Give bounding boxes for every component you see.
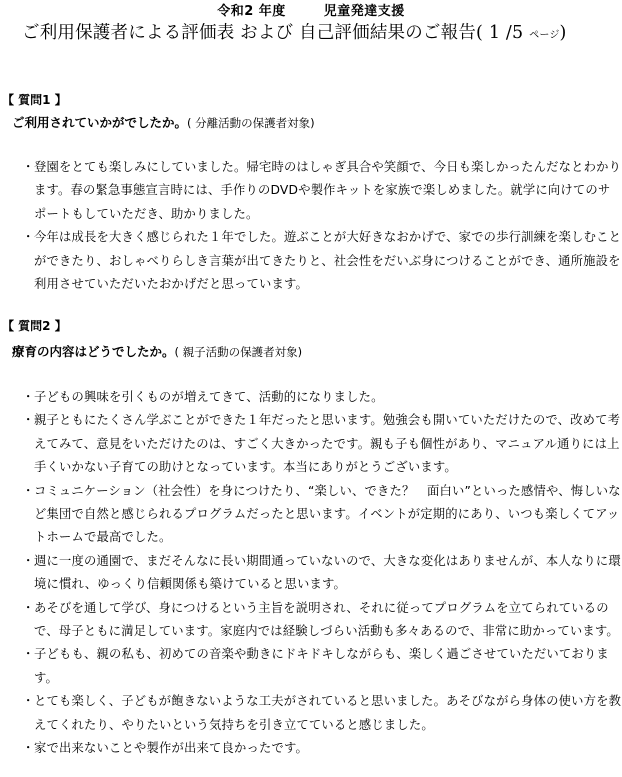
answer-text: 親子ともにたくさん学ぶことができた１年だったと思います。勉強会も開いていただけたので、改めて考えてみて、意見をいただけたのは、すごく大きかったです。親も子も個性があり、マニュアル通りには上手くいかない子育ての助けとなっています。本当にありがとうございます。 (34, 413, 621, 475)
page-indicator: ( 1 /5 (476, 23, 524, 43)
answer-text: あそびを通して学び、身につけるという主旨を説明され、それに従ってプログラムを立てられているので、母子ともに満足しています。家庭内では経験しづらい活動も多々あるので、非常に助かっています。 (34, 600, 619, 639)
list-item (22, 156, 622, 226)
bullet: ・ (22, 390, 35, 404)
list-item (22, 550, 622, 597)
answer-text: とても楽しく、子どもが飽きないような工夫がされていると思いました。あそびながら身体の使い方を教えてくれたり、やりたいという気持ちを引き立てていると感じました。 (34, 694, 622, 732)
service-name: 児童発達支援 (323, 4, 405, 19)
list-item (22, 643, 622, 690)
list-item (22, 480, 622, 550)
question-2-label: 【 質問2 】 (2, 319, 67, 333)
question-1-title (12, 114, 315, 132)
bullet: ・ (22, 741, 35, 756)
bullet: ・ (22, 553, 35, 568)
bullet: ・ (22, 694, 35, 709)
list-item (22, 737, 622, 760)
fiscal-year: 令和2 年度 (217, 4, 286, 19)
report-title (22, 20, 612, 49)
answer-text: 今年は成長を大きく感じられた１年でした。遊ぶことが大好きなおかげで、家での歩行訓練を楽しむことができたり、おしゃべりらしき言葉が出てきたりと、社会性をだいぶ身につけることができ、通所施設を利用させていただいたおかげだと思っています。 (34, 230, 622, 292)
bullet: ・ (22, 483, 35, 498)
question-1-label: 【 質問1 】 (2, 93, 67, 107)
answer-text: 子どもの興味を引くものが増えてきて、活動的になりました。 (34, 390, 384, 404)
bullet: ・ (22, 160, 35, 174)
question-2-answers (22, 386, 622, 761)
list-item (22, 386, 622, 409)
answer-text: 週に一度の通園で、まだそんなに長い期間通っていないので、大きな変化はありませんが、本人なりに環境に慣れ、ゆっくり信頼関係も築けていると思います。 (34, 553, 621, 592)
bullet: ・ (22, 413, 35, 428)
question-2-title (12, 343, 302, 361)
answer-text: 登園をとても楽しみにしていました。帰宅時のはしゃぎ具合や笑顔で、今日も楽しかったんだなとわかります。春の緊急事態宣言時には、手作りのDVDや製作キットを家族で楽しめました。就学に向けてのサポートもしていただき、助かりました。 (34, 160, 622, 221)
list-item (22, 226, 622, 296)
answer-text: コミュニケーション（社会性）を身につけたり、“楽しい、できた？ 面白い”といった感情や、悔しいなど集団で自然と感じられるプログラムだったと思います。イベントが定期的にあり、いつも楽しくてアットホームで最高でした。 (34, 483, 621, 545)
answer-text: 家で出来ないことや製作が出来て良かったです。 (34, 741, 308, 756)
question-1-text: ご利用されていかがでしたか。 (12, 115, 188, 130)
page-unit: ページ (529, 30, 560, 41)
header-top-line (0, 3, 622, 20)
list-item (22, 690, 622, 737)
answer-text: 子どもも、親の私も、初めての音楽や動きにドキドキしながらも、楽しく過ごさせていただいております。 (34, 647, 609, 685)
bullet: ・ (22, 600, 35, 615)
question-2-text: 療育の内容はどうでしたか。 (12, 344, 175, 359)
report-title-main: ご利用保護者による評価表 および 自己評価結果のご報告 (22, 23, 477, 43)
page-indicator-close: ) (559, 23, 567, 43)
bullet: ・ (22, 230, 35, 245)
list-item (22, 597, 622, 644)
question-1-note: ( 分離活動の保護者対象) (187, 116, 315, 130)
list-item (22, 409, 622, 479)
question-2-note: ( 親子活動の保護者対象) (174, 345, 303, 359)
question-1-answers (22, 156, 622, 296)
bullet: ・ (22, 647, 35, 662)
